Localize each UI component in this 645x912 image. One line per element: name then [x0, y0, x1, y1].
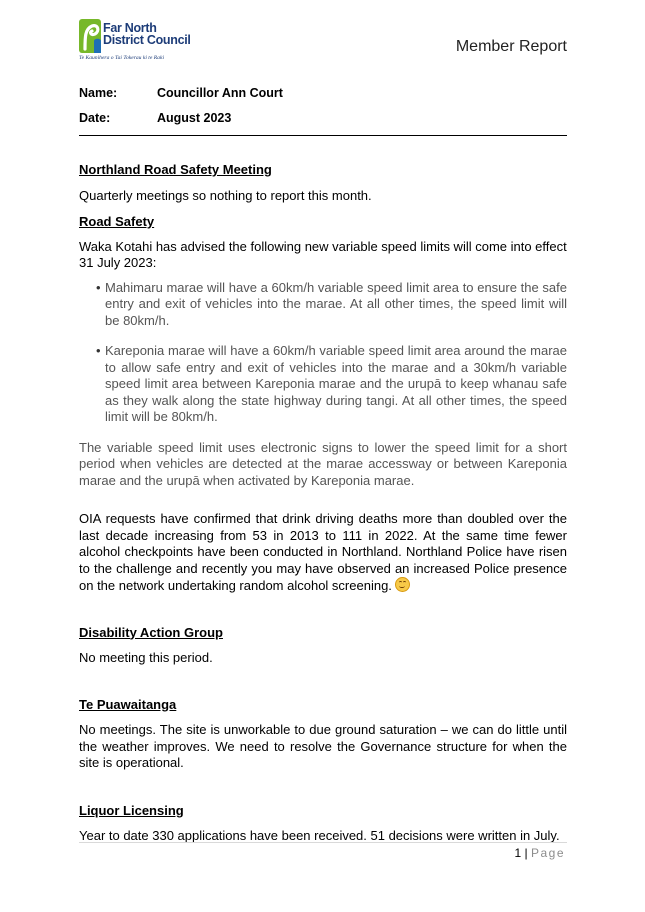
road-safety-intro: Waka Kotahi has advised the following new variable speed limits will come into effect 31 July 2023: — [79, 238, 567, 270]
council-logo — [79, 19, 189, 65]
header-divider — [79, 135, 567, 136]
logo-tagline: Te Kaunihera o Tai Tokerau ki te Raki — [79, 55, 164, 61]
list-item: Kareponia marae will have a 60km/h variable speed limit area around the marae to allow safe entry and exit of vehicles into the marae and a 30km/h variable speed limit area between Kareponia marae and the urupā to keep whanau safe as they walk along the state highway during tangi. At all other times, the speed limit will be 80km/h. — [105, 343, 567, 424]
smiling-face-icon — [395, 577, 410, 592]
heading-disability-action-group: Disability Action Group — [79, 624, 223, 640]
footer-divider — [79, 842, 567, 843]
disability-text: No meeting this period. — [79, 650, 213, 665]
date-row — [79, 111, 231, 125]
speed-limit-list — [79, 280, 567, 426]
puawaitanga-text: No meetings. The site is unworkable to due ground saturation – we can do little until the weather improves. We need to resolve the Governance structure for when the site is operational. — [79, 722, 567, 770]
variable-speed-text: The variable speed limit uses electronic signs to lower the speed limit for a short period when vehicles are detected at the marae accessway or between Kareponia marae and the urupā when activated by Kareponia marae. — [79, 439, 567, 488]
name-value: Councillor Ann Court — [157, 86, 283, 100]
report-body — [79, 162, 567, 845]
page-word: Page — [530, 846, 565, 860]
heading-road-safety: Road Safety — [79, 214, 155, 229]
page-number: 1 — [514, 846, 522, 860]
logo-council-name: Far North District Council — [103, 21, 191, 47]
heading-liquor-licensing: Liquor Licensing — [79, 802, 184, 818]
northland-text: Quarterly meetings so nothing to report this month. — [79, 187, 372, 203]
date-label: Date: — [79, 111, 111, 125]
page-footer — [514, 846, 565, 860]
koru-logo-icon — [79, 19, 101, 53]
date-value: August 2023 — [157, 111, 232, 125]
list-item: Mahimaru marae will have a 60km/h variable speed limit area to ensure the safe entry and exit of vehicles into the marae. At all other times, the speed limit will be 80km/h. — [105, 279, 567, 328]
name-row — [79, 86, 283, 100]
page-separator: | — [524, 846, 528, 860]
oia-text: OIA requests have confirmed that drink driving deaths more than doubled over the last decade increasing from 53 in 2013 to 111 in 2022. At the same time fewer alcohol checkpoints have been conducted in Northland. Northland Police have risen to the challenge and recently you may have observed an increased Police presence on the network undertaking random alcohol screening. — [79, 511, 567, 593]
name-label: Name: — [79, 86, 118, 100]
liquor-text: Year to date 330 applications have been received. 51 decisions were written in July. — [79, 828, 560, 843]
heading-northland-road-safety: Northland Road Safety Meeting — [79, 162, 272, 177]
heading-te-puawaitanga: Te Puawaitanga — [79, 696, 177, 712]
report-title: Member Report — [455, 38, 567, 55]
